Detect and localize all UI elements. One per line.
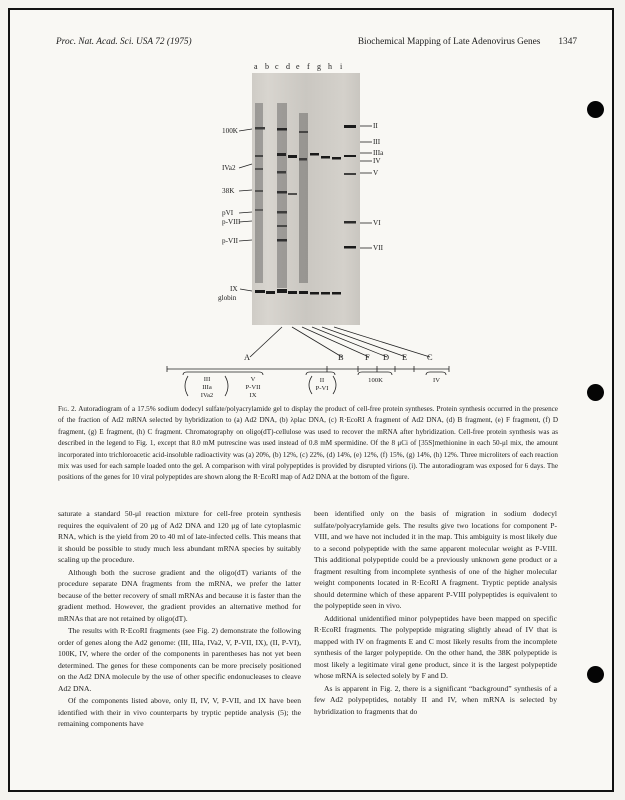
paragraph: As is apparent in Fig. 2, there is a significant “background” synthesis of a few Ad2 polypeptides, notably II and IV, when mRNA is selected by hybridization to fragments that do — [314, 683, 557, 716]
page-number: 1347 — [558, 37, 577, 47]
gel-label-ix: IX — [230, 285, 238, 293]
gel-label-ii: II — [373, 122, 378, 130]
gel-label-pvi: pVI — [222, 209, 234, 217]
lane-label: f — [307, 62, 310, 71]
lane-label: g — [317, 62, 321, 71]
paragraph: The results with R·EcoRI fragments (see Fig. 2) demonstrate the following order of genes along the Ad2 genome: (III, IIIa, IVa2, V, P-VII, IX), (II, P-VI), 100K, IV, where the order of the components in parentheses has not yet been determined. The genes for these components can be more precisely positioned on the Ad2 DNA molecule by the use of other specific endonucleases to cleave Ad2 DNA. — [58, 626, 301, 693]
figure-caption — [58, 404, 558, 484]
map-fragment-c: C — [427, 353, 433, 362]
map-fragment-f: F — [365, 353, 370, 362]
paragraph: been identified only on the basis of migration in sodium dodecyl sulfate/polyacrylamide gels. The results give two locations for component P-VIII, and we have not included it in the map. This ambiguity is most likely due to a second polypeptide with the same apparent molecular weight as P-VIII. This additional polypeptide could be a previously unknown gene product or a fragment resulting from incomplete synthesis of one of the higher molecular weight components located in R·EcoRI A fragment. Tryptic peptide analysis should determine which of these apparent P-VIII polypeptides is equivalent to the polypeptide seen in vivo. — [314, 509, 557, 610]
gel-autoradiogram — [252, 73, 360, 325]
lane-label: h — [328, 62, 332, 71]
map-fragment-a: A — [244, 353, 251, 362]
lane-label: b — [265, 62, 269, 71]
lane-label: i — [340, 62, 343, 71]
left-column — [58, 508, 301, 730]
paragraph: Of the components listed above, only II, IV, V, P-VII, and IX have been identified with their in vivo counterparts by tryptic peptide analysis (5); the remaining components have — [58, 696, 301, 728]
map-group-a-left: III IIIa IVa2 — [200, 376, 214, 399]
lane-label: c — [275, 62, 279, 71]
gel-label-vii: VII — [373, 244, 383, 252]
binder-hole-top — [587, 101, 604, 118]
paragraph: Additional unidentified minor polypeptides have been mapped on specific R·EcoRI fragments. The polypeptide migrating slightly ahead of IV that is mapped with IV on fragments E and C most likely results from the incomplete synthesis of the larger polypeptide. On the other hand, the 38K polypeptide is most likely a legitimate viral gene product, since it is the largest polypeptide whose mRNA is selected solely by F and D. — [314, 613, 557, 680]
paragraph: Although both the sucrose gradient and the oligo(dT) variants of the procedure separate DNA fragments from the mRNA, we prefer the latter because of the better recovery of small mRNAs and because it is faster than the gradient method. However, the gradient provides an alternative method for mRNAs that are not retained by oligo(dT). — [58, 567, 301, 623]
right-column — [314, 508, 557, 717]
map-group-c: IV — [433, 377, 440, 384]
map-group-a-right: V P-VII IX — [245, 376, 261, 399]
map-fragment-e: E — [402, 353, 408, 362]
paragraph: saturate a standard 50-μl reaction mixture for cell-free protein synthesis requires the equivalent of 20 μg of Ad2 DNA and 120 μg of late cytoplasmic RNA, which is the yield from 20 to 40 ml of late-infected cells. This means that it should be possible to study much less abundant mRNA species by suitably scaling up the procedure. — [58, 509, 301, 564]
lane-label: d — [286, 62, 290, 71]
gel-label-v: V — [373, 169, 379, 177]
journal-citation: Proc. Nat. Acad. Sci. USA 72 (1975) — [56, 37, 192, 47]
gel-label-pvii: p-VII — [222, 237, 238, 245]
gel-label-iva2: IVa2 — [222, 164, 236, 172]
gel-label-iii: III — [373, 138, 381, 146]
gel-label-vi: VI — [373, 219, 381, 227]
map-fragment-b: B — [338, 353, 344, 362]
article-title: Biochemical Mapping of Late Adenovirus Genes — [357, 37, 541, 47]
binder-hole-middle — [587, 384, 604, 401]
map-fragment-d: D — [383, 353, 390, 362]
gel-label-globin: globin — [218, 294, 237, 302]
gel-label-iiia: IIIa — [373, 149, 384, 157]
running-header — [56, 37, 577, 47]
map-group-b: II P-VI — [315, 377, 329, 392]
gel-label-pviii: p-VIII — [222, 218, 241, 226]
figure-label: Fig. 2. — [58, 405, 77, 413]
map-group-f: 100K — [368, 377, 383, 384]
gel-label-38k: 38K — [222, 187, 235, 195]
gel-bands — [252, 73, 360, 325]
lane-label: a — [254, 62, 258, 71]
gel-label-100k: 100K — [222, 127, 238, 135]
caption-text: Autoradiogram of a 17.5% sodium dodecyl sulfate/polyacrylamide gel to display the product of cell-free protein syntheses. Protein synthesis occurred in the presence of the fraction of Ad2 mRNA selected by hybridization to (a) Ad2 DNA, (b) λplac DNA, (c) R·EcoRI A fragment of Ad2 DNA, (d) B fragment, (e) F fragment, (f) D fragment, (g) E fragment, (h) C fragment. Chromatography on oligo(dT)-cellulose was used to recover the mRNA after hybridization. Cell-free protein synthesis was as described in the legend to Fig. 1, except that 8.0 mM putrescine was used instead of 0.8 mM spermidine. Of the 8 μCi of [35S]methionine in each 50-μl mix, the amount incorporated into trichloroacetic acid-insoluble radioactivity was (a) 20%, (b) 12%, (c) 22%, (d) 14%, (e) 12%, (f) 15%, (g) 14%, (h) 12%. Three microliters of each reaction mix was used for each sample loaded onto the gel. A comparison with viral polypeptides is provided by disrupted virions (i). The autoradiogram was exposed for 6 days. The positions of the genes for 10 viral polypeptides are shown along the R·EcoRI map of Ad2 DNA at the bottom of the figure. — [58, 405, 558, 482]
binder-hole-bottom — [587, 666, 604, 683]
gel-label-iv: IV — [373, 157, 381, 165]
lane-label: e — [296, 62, 300, 71]
